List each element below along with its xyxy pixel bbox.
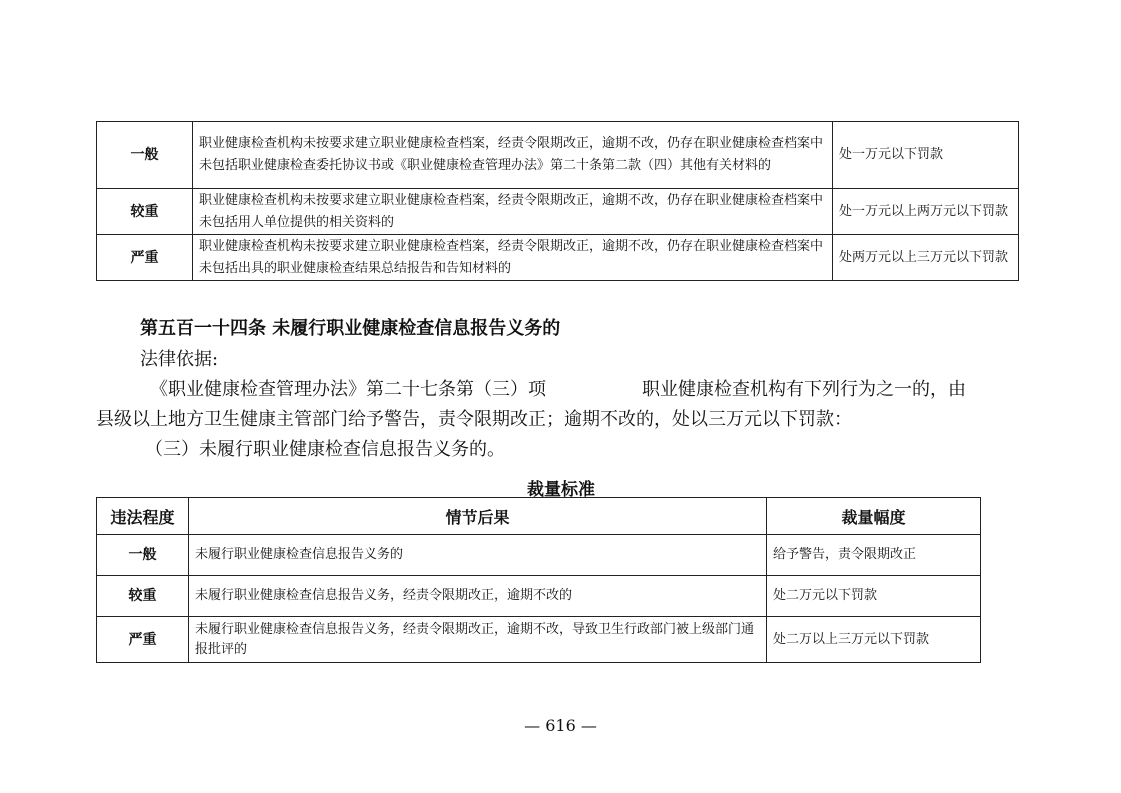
table-row <box>97 535 981 576</box>
header-circumstance: 情节后果 <box>189 498 767 535</box>
law-reference: 《职业健康检查管理办法》第二十七条第（三）项 <box>150 379 546 400</box>
page-number: — 616 — <box>524 716 597 735</box>
violation-level: 一般 <box>97 535 189 576</box>
penalty-cell: 处二万元以下罚款 <box>767 576 981 617</box>
circumstance-cell: 职业健康检查机构未按要求建立职业健康检查档案，经责令限期改正，逾期不改，仍存在职业健康检查档案中未包括出具的职业健康检查结果总结报告和告知材料的 <box>193 235 833 281</box>
law-text-line-2: 县级以上地方卫生健康主管部门给予警告，责令限期改正；逾期不改的，处以三万元以下罚款： <box>96 409 852 430</box>
penalty-cell: 处一万元以上两万元以下罚款 <box>833 189 1019 235</box>
table-row <box>97 189 1019 235</box>
table-row <box>97 576 981 617</box>
header-penalty: 裁量幅度 <box>767 498 981 535</box>
table-row <box>97 235 1019 281</box>
violation-level: 较重 <box>97 189 193 235</box>
header-level: 违法程度 <box>97 498 189 535</box>
violation-level: 一般 <box>97 122 193 189</box>
table-row <box>97 617 981 663</box>
discretion-standard-table <box>96 497 981 663</box>
law-item: （三）未履行职业健康检查信息报告义务的。 <box>145 439 505 460</box>
circumstance-cell: 未履行职业健康检查信息报告义务，经责令限期改正，逾期不改，导致卫生行政部门被上级部门通报批评的 <box>189 617 767 663</box>
penalty-cell: 处两万元以上三万元以下罚款 <box>833 235 1019 281</box>
violation-level: 较重 <box>97 576 189 617</box>
penalty-cell: 处一万元以下罚款 <box>833 122 1019 189</box>
circumstance-cell: 职业健康检查机构未按要求建立职业健康检查档案，经责令限期改正，逾期不改，仍存在职业健康检查档案中未包括用人单位提供的相关资料的 <box>193 189 833 235</box>
penalty-cell: 给予警告，责令限期改正 <box>767 535 981 576</box>
circumstance-cell: 未履行职业健康检查信息报告义务的 <box>189 535 767 576</box>
circumstance-cell: 未履行职业健康检查信息报告义务，经责令限期改正，逾期不改的 <box>189 576 767 617</box>
article-heading: 第五百一十四条 未履行职业健康检查信息报告义务的 <box>140 318 561 339</box>
table-row <box>97 122 1019 189</box>
violation-level: 严重 <box>97 235 193 281</box>
circumstance-cell: 职业健康检查机构未按要求建立职业健康检查档案，经责令限期改正，逾期不改，仍存在职业健康检查档案中未包括职业健康检查委托协议书或《职业健康检查管理办法》第二十条第二款（四）其他有关材料的 <box>193 122 833 189</box>
legal-basis-label: 法律依据: <box>140 349 219 370</box>
table-header-row <box>97 498 981 535</box>
penalty-cell: 处二万以上三万元以下罚款 <box>767 617 981 663</box>
table-title: 裁量标准 <box>527 480 595 500</box>
law-text-line-1: 职业健康检查机构有下列行为之一的，由 <box>642 379 966 400</box>
previous-article-standard-table <box>96 121 1019 281</box>
violation-level: 严重 <box>97 617 189 663</box>
